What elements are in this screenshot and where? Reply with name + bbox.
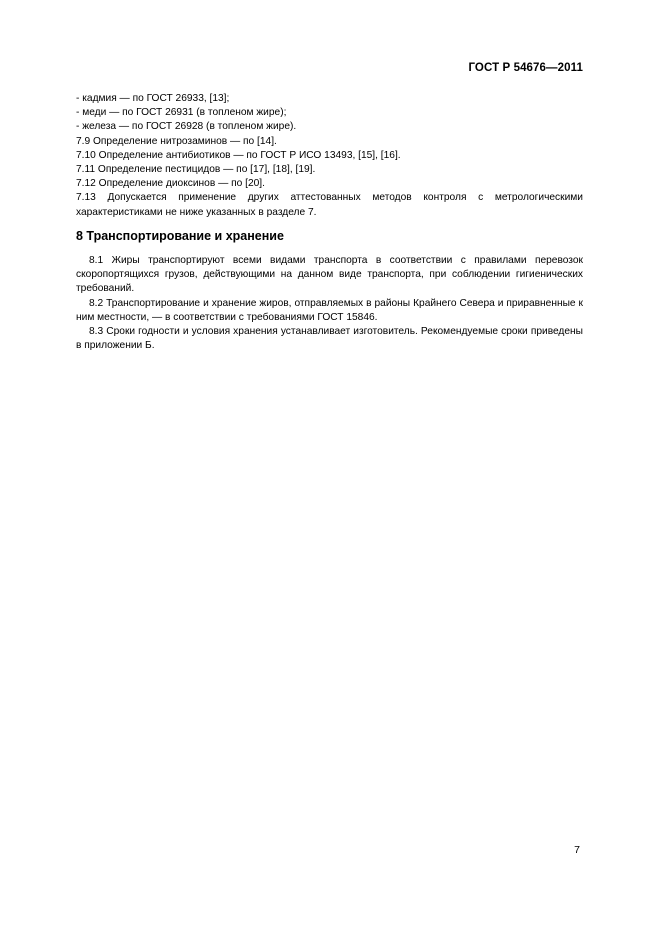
list-item-iron: - железа — по ГОСТ 26928 (в топленом жире). (76, 121, 297, 133)
item-7-9: 7.9 Определение нитрозаминов — по [14]. (76, 135, 277, 147)
paragraph-8-2: 8.2 Транспортирование и хранение жиров, отправляемых в районы Крайнего Севера и приравненные к ним местности, — в соответствии с требованиями ГОСТ 15846. (76, 297, 583, 323)
item-7-12: 7.12 Определение диоксинов — по [20]. (76, 178, 265, 190)
list-item-cadmium: - кадмия — по ГОСТ 26933, [13]; (76, 93, 230, 104)
section-7-continuation (76, 92, 583, 220)
item-7-11: 7.11 Определение пестицидов — по [17], [18], [19]. (76, 164, 316, 176)
section-8-body (76, 254, 583, 353)
paragraph-8-3: 8.3 Сроки годности и условия хранения устанавливает изготовитель. Рекомендуемые сроки приведены в приложении Б. (76, 326, 583, 352)
section-8-heading: 8 Транспортирование и хранение (76, 229, 284, 243)
list-item-copper: - меди — по ГОСТ 26931 (в топленом жире); (76, 107, 287, 119)
paragraph-8-1: 8.1 Жиры транспортируют всеми видами транспорта в соответствии с правилами перевозок скоропортящихся грузов, действующими на данном виде транспорта, при соблюдении гигиенических требований. (76, 255, 583, 295)
item-7-10: 7.10 Определение антибиотиков — по ГОСТ Р ИСО 13493, [15], [16]. (76, 149, 401, 161)
page-number: 7 (574, 844, 580, 856)
item-7-13: 7.13 Допускается применение других аттестованных методов контроля с метрологическими характеристиками не ниже указанных в разделе 7. (76, 192, 583, 218)
document-header-id: ГОСТ Р 54676—2011 (468, 62, 583, 74)
